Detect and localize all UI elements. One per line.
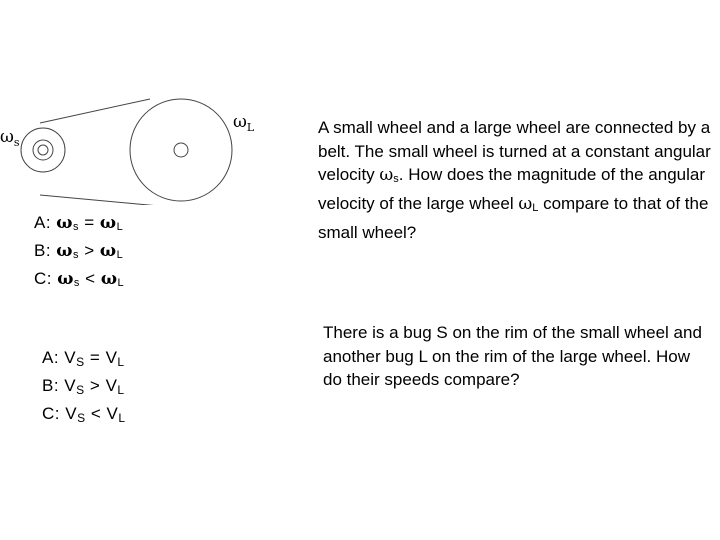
- small-wheel-inner: [33, 140, 53, 160]
- question-bug-speeds: There is a bug S on the rim of the small wheel and another bug L on the rim of the large wheel. How do their speeds compare?: [323, 323, 702, 390]
- small-wheel-outer: [21, 128, 65, 172]
- choice-c[interactable]: C: ωs < ωL: [34, 269, 125, 289]
- large-wheel-axle: [174, 143, 188, 157]
- choice-a[interactable]: A: ωs = ωL: [34, 213, 124, 233]
- belt-top-line: [40, 99, 150, 123]
- speed-choices: [42, 346, 126, 430]
- angular-velocity-choices: [34, 211, 124, 295]
- choice-b[interactable]: B: ωs > ωL: [34, 241, 124, 261]
- choice-c[interactable]: C: VS < VL: [42, 404, 126, 425]
- question-angular-velocity: A small wheel and a large wheel are connected by a belt. The small wheel is turned at a constant angular velocity ωs. How does the magnitude of the angular velocity of the large wheel ωL compare to that of the small wheel?: [318, 118, 711, 242]
- choice-a[interactable]: A: VS = VL: [42, 348, 125, 369]
- belt-wheels-diagram: [0, 95, 270, 205]
- belt-bottom-line: [40, 195, 170, 205]
- large-wheel-omega-label: $\omega_L$: [233, 112, 255, 134]
- small-wheel-axle: [38, 145, 48, 155]
- small-wheel-omega-label: $\omega_s$: [0, 127, 20, 149]
- large-wheel: [130, 99, 232, 201]
- choice-b[interactable]: B: VS > VL: [42, 376, 125, 397]
